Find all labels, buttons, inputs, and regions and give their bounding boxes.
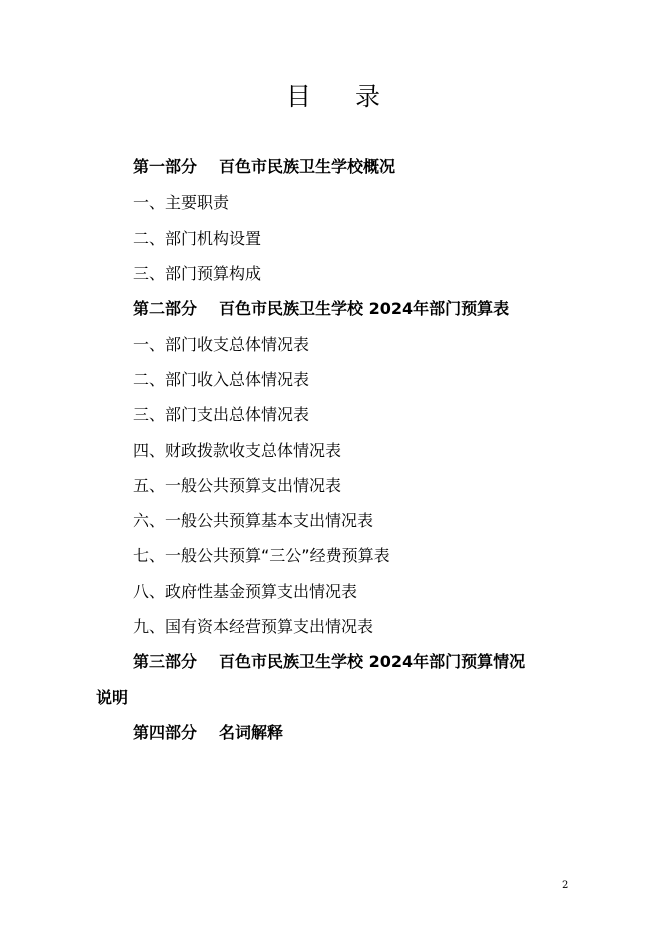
toc-item[interactable]: 三、部门预算构成: [133, 264, 262, 283]
toc-item[interactable]: 四、财政拨款收支总体情况表: [133, 441, 342, 460]
part-name: 百色市民族卫生学校 2024年部门预算情况: [219, 652, 526, 671]
toc-item[interactable]: 二、部门收入总体情况表: [133, 370, 310, 389]
part-name: 名词解释: [219, 723, 284, 742]
page-title: 目 录: [286, 82, 398, 111]
toc-item[interactable]: 三、部门支出总体情况表: [133, 405, 310, 424]
toc-item[interactable]: 九、国有资本经营预算支出情况表: [133, 617, 374, 636]
toc-item[interactable]: 七、一般公共预算“三公”经费预算表: [133, 546, 390, 565]
toc-item[interactable]: 六、一般公共预算基本支出情况表: [133, 511, 374, 530]
part-label: 第三部分: [133, 652, 198, 671]
toc-part-4[interactable]: [133, 722, 283, 744]
toc-part-3[interactable]: [133, 651, 525, 673]
toc-item[interactable]: 一、主要职责: [133, 193, 230, 212]
part-label: 第二部分: [133, 299, 198, 318]
toc-part-3-continuation: 说明: [96, 688, 129, 707]
part-label: 第四部分: [133, 723, 198, 742]
toc-item[interactable]: 八、政府性基金预算支出情况表: [133, 582, 358, 601]
page-number: 2: [562, 880, 569, 891]
part-name: 百色市民族卫生学校概况: [219, 157, 396, 176]
part-name: 百色市民族卫生学校 2024年部门预算表: [219, 299, 510, 318]
toc-item[interactable]: 五、一般公共预算支出情况表: [133, 476, 342, 495]
part-label: 第一部分: [133, 157, 198, 176]
toc-part-1[interactable]: [133, 156, 395, 178]
toc-item[interactable]: 二、部门机构设置: [133, 229, 262, 248]
toc-part-2[interactable]: [133, 298, 509, 320]
toc-item[interactable]: 一、部门收支总体情况表: [133, 335, 310, 354]
